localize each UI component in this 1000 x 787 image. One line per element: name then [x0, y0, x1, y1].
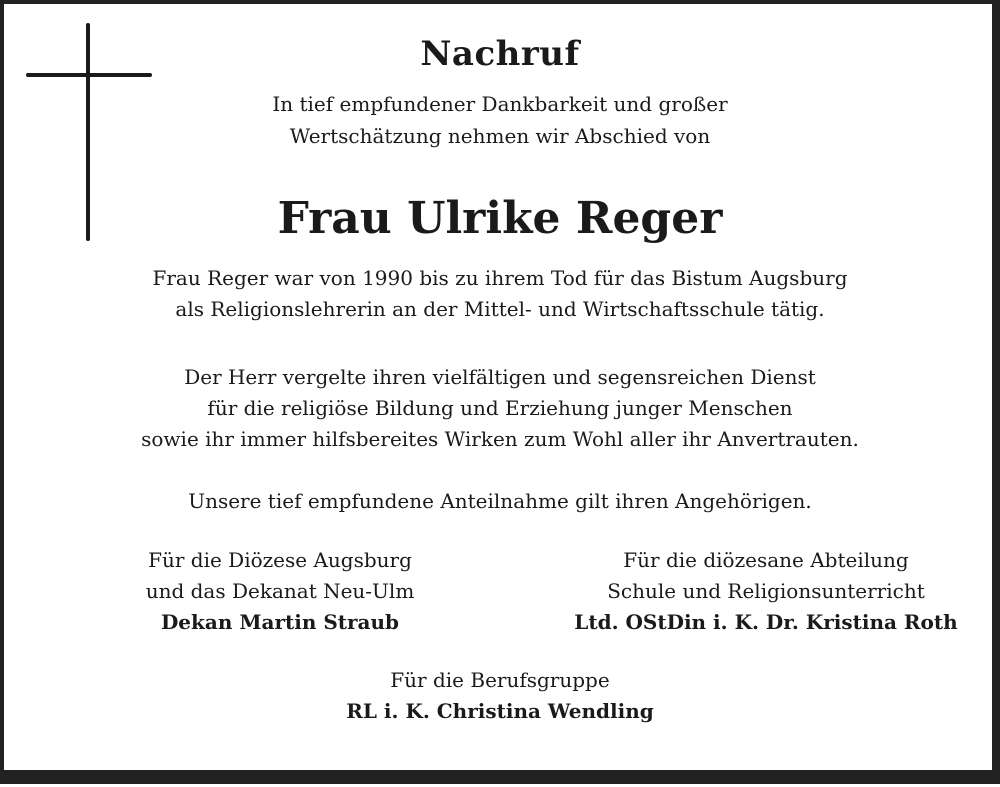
signature-left-name: Dekan Martin Straub [160, 610, 400, 634]
signature-left-line-1: Für die Diözese Augsburg [148, 548, 412, 572]
condolence-line: Unsere tief empfundene Anteilnahme gilt ihren Angehörigen. [188, 489, 812, 513]
signature-right-name: Ltd. OStDin i. K. Dr. Kristina Roth [574, 610, 958, 634]
signature-right-line-1: Für die diözesane Abteilung [623, 548, 909, 572]
signature-left [70, 545, 490, 638]
deceased-name: Frau Ulrike Reger [277, 193, 723, 244]
signature-bottom-line: Für die Berufsgruppe [390, 668, 610, 692]
paragraph-2-line-2: für die religiöse Bildung und Erziehung junger Menschen [207, 396, 793, 420]
signature-left-line-2: und das Dekanat Neu-Ulm [145, 579, 415, 603]
paragraph-2-line-3: sowie ihr immer hilfsbereites Wirken zum Wohl aller ihr Anvertrauten. [141, 427, 859, 451]
intro-line-2: Wertschätzung nehmen wir Abschied von [289, 124, 711, 148]
paragraph-1-line-2: als Religionslehrerin an der Mittel- und Wirtschaftsschule tätig. [175, 297, 825, 321]
signature-right [556, 545, 976, 638]
signature-right-line-2: Schule und Religionsunterricht [607, 579, 925, 603]
paragraph-1-line-1: Frau Reger war von 1990 bis zu ihrem Tod für das Bistum Augsburg [152, 266, 848, 290]
signature-bottom-name: RL i. K. Christina Wendling [346, 699, 654, 723]
intro-line-1: In tief empfundener Dankbarkeit und großer [272, 92, 728, 116]
paragraph-2-line-1: Der Herr vergelte ihren vielfältigen und segensreichen Dienst [184, 365, 816, 389]
page-title: Nachruf [420, 34, 580, 74]
